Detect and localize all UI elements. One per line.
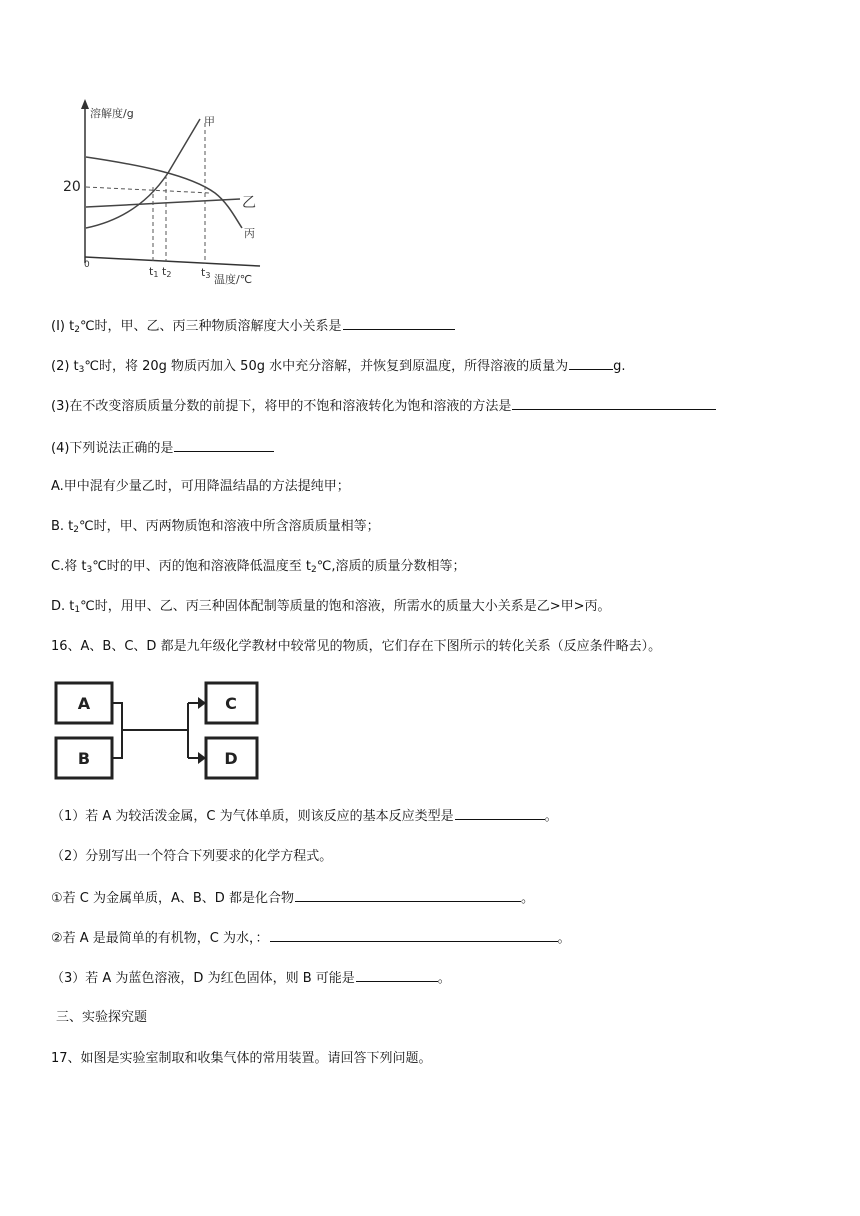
graph-y-value: 20 (63, 179, 81, 195)
question-16-2b: ②若 A 是最简单的有机物，C 为水，： 。 (51, 928, 571, 948)
answer-blank-16-1[interactable] (455, 806, 545, 820)
question-16-3: （3）若 A 为蓝色溶液，D 为红色固体，则 B 可能是 。 (51, 968, 451, 988)
section-3-heading: 三、实验探究题 (56, 1010, 148, 1025)
question-1: (I) $t_2℃$时，甲、乙、丙三种物质溶解度大小关系是 (51, 316, 455, 336)
question-3: (3)在不改变溶质质量分数的前提下，将甲的不饱和溶液转化为饱和溶液的方法是 (51, 396, 716, 416)
box-d-label: D (224, 749, 238, 768)
graph-curve-jia: 甲 (204, 115, 215, 128)
answer-blank-3[interactable] (512, 396, 716, 410)
question-16-2: （2）分别写出一个符合下列要求的化学方程式。 (51, 849, 333, 864)
question-16: 16、A、B、C、D 都是九年级化学教材中较常见的物质，它们存在下图所示的转化关系（反应条件略去）。 (51, 639, 662, 654)
question-16-2a: ①若 C 为金属单质，A、B、D 都是化合物 。 (51, 888, 534, 908)
curve-yi-line (86, 199, 240, 207)
answer-blank-16-2b[interactable] (270, 928, 558, 942)
y-axis-arrow (81, 99, 89, 109)
box-a-label: A (77, 694, 91, 713)
curve-bing-line (86, 157, 242, 228)
option-d: D. $t_1℃$时，用甲、乙、丙三种固体配制等质量的饱和溶液，所需水的质量大小关系是乙>甲>丙。 (51, 599, 611, 615)
answer-blank-4[interactable] (174, 438, 274, 452)
option-b: B. $t_2℃$时，甲、丙两物质饱和溶液中所含溶质质量相等； (51, 519, 380, 535)
answer-blank-2[interactable] (569, 356, 613, 370)
question-16-1: （1）若 A 为较活泼金属，C 为气体单质，则该反应的基本反应类型是 。 (51, 806, 558, 826)
answer-blank-16-2a[interactable] (295, 888, 521, 902)
solubility-graph (60, 95, 280, 295)
question-2: (2) $t_3℃$时，将 20g 物质丙加入 50g 水中充分溶解，并恢复到原温度，所得溶液的质量为 g. (51, 356, 626, 376)
graph-origin: 0 (84, 260, 90, 270)
reaction-diagram (52, 680, 272, 782)
graph-curve-bing: 丙 (244, 227, 255, 240)
connector-left (112, 703, 198, 758)
question-4: (4)下列说法正确的是 (51, 438, 274, 458)
answer-blank-1[interactable] (343, 316, 455, 330)
curve-jia-line (86, 119, 200, 228)
graph-ylabel: 溶解度/g (90, 107, 134, 120)
graph-t1: t1 (149, 265, 159, 279)
graph-t3: t3 (201, 266, 211, 280)
question-17: 17、如图是实验室制取和收集气体的常用装置。请回答下列问题。 (51, 1051, 432, 1066)
answer-blank-16-3[interactable] (356, 968, 438, 982)
graph-xlabel: 温度/℃ (214, 273, 253, 286)
box-c-label: C (225, 694, 237, 713)
x-axis (85, 257, 260, 266)
option-a: A.甲中混有少量乙时，可用降温结晶的方法提纯甲； (51, 479, 350, 494)
option-c: C.将 $t_3℃$时的甲、丙的饱和溶液降低温度至 $t_2℃$,溶质的质量分数相等； (51, 559, 466, 575)
graph-curve-yi: 乙 (242, 195, 256, 211)
box-b-label: B (77, 749, 91, 768)
graph-t2: t2 (162, 265, 172, 279)
guide-20 (86, 187, 210, 193)
